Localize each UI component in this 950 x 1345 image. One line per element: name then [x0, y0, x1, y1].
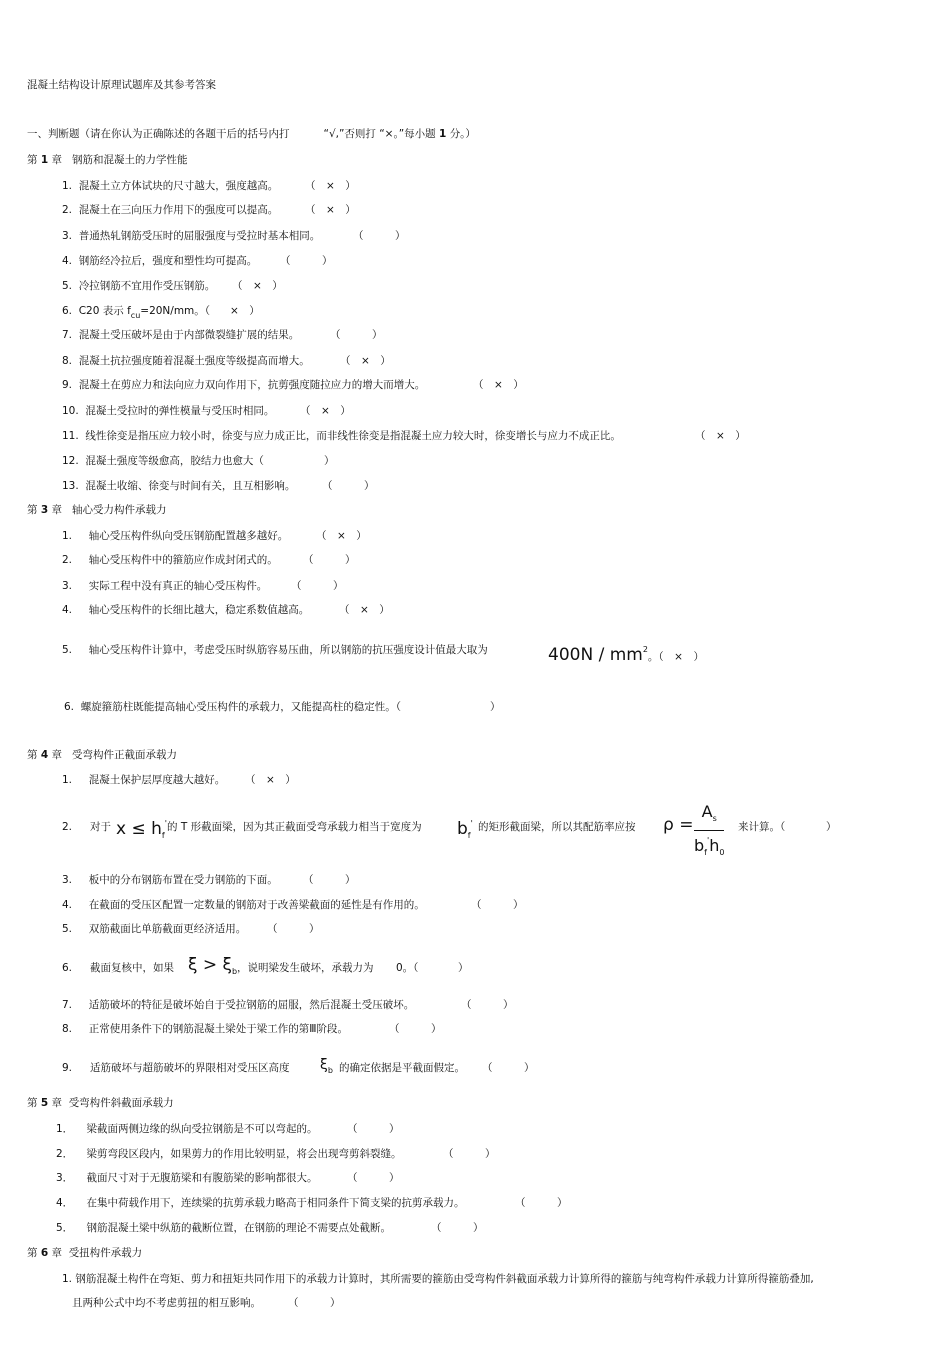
chapter-6-heading	[27, 1246, 142, 1260]
item-answer: （ ）	[515, 1197, 568, 1209]
document-title: 混凝土结构设计原理试题库及其参考答案	[27, 79, 216, 91]
item-number: 10.	[62, 405, 79, 417]
item-text: 混凝土强度等级愈高，胶结力也愈大（	[85, 455, 264, 467]
list-item	[62, 773, 225, 787]
item-text: 梁截面两侧边缘的纵向受拉钢筋是不可以弯起的。	[86, 1123, 318, 1135]
list-item	[62, 354, 310, 368]
item-text: 轴心受压构件计算中，考虑受压时纵筋容易压曲，所以钢筋的抗压强度设计值最大取为	[88, 644, 488, 656]
item-number: 1．	[56, 1123, 74, 1135]
list-item	[64, 700, 401, 714]
chapter-pre: 第	[27, 504, 38, 516]
list-item	[62, 429, 621, 443]
formula-text: b	[694, 836, 705, 855]
item-answer: ）	[826, 821, 837, 833]
list-item	[62, 279, 215, 293]
formula-superscript: '	[470, 819, 473, 828]
chapter-name: 轴心受力构件承载力	[72, 504, 167, 516]
item-number: 5.	[62, 280, 73, 292]
item-answer: （ × ）	[300, 405, 351, 417]
list-item	[62, 328, 299, 342]
item-number: 7.	[62, 999, 73, 1011]
item-text: 轴心受压构件中的箍筋应作成封闭式的。	[88, 554, 278, 566]
chapter-post: 章	[51, 1097, 62, 1109]
item-text: 混凝土收缩、徐变与时间有关，且互相影响。	[85, 480, 296, 492]
chapter-name: 钢筋和混凝土的力学性能	[72, 154, 188, 166]
chapter-3-heading	[27, 503, 167, 517]
item-answer: （ ）	[303, 874, 356, 886]
item-answer: （ × ）	[339, 604, 390, 616]
item-answer: （ ）	[291, 580, 344, 592]
item-text-continued: 且两种公式中均不考虑剪扭的相互影响。	[72, 1297, 261, 1309]
item-number: 5.	[62, 644, 73, 656]
item-text: 双筋截面比单筋截面更经济适用。	[88, 923, 247, 935]
section-intro-a: 一、判断题（请在你认为正确陈述的各题干后的括号内打	[27, 128, 290, 140]
item-text: 混凝土受拉时的弹性模量与受压时相同。	[85, 405, 275, 417]
item-text: 对于	[90, 821, 111, 833]
item-number: 2.	[62, 554, 73, 566]
chapter-pre: 第	[27, 749, 38, 761]
item-number: 4.	[62, 604, 73, 616]
flange-width-formula	[457, 814, 473, 846]
item-number: 1.	[62, 530, 73, 542]
item-answer: （ ）	[267, 923, 320, 935]
item-number: 3.	[62, 230, 73, 242]
item-text: 混凝土保护层厚度越大越好。	[88, 774, 226, 786]
list-item	[62, 179, 278, 193]
section-intro-b: “√,”否则打 “×。”每小题	[323, 128, 436, 140]
item-text: =20N/mm。（	[140, 305, 211, 317]
list-item	[56, 1122, 318, 1136]
section-intro-c: 1	[439, 128, 447, 140]
item-number: 1.	[62, 1273, 73, 1285]
xi-b-formula	[320, 1055, 333, 1081]
item-number: 3．	[56, 1172, 74, 1184]
item-answer: （ × ）	[245, 774, 296, 786]
chapter-num: 6	[40, 1247, 49, 1259]
formula-subscript: 0	[719, 848, 725, 857]
item-number: 13.	[62, 480, 79, 492]
list-item	[62, 229, 320, 243]
item-answer: 。（ × ）	[647, 651, 704, 663]
formula-text: x ≤ h	[116, 819, 162, 839]
item-answer: （ ）	[482, 1062, 535, 1074]
item-number: 5．	[56, 1222, 74, 1234]
chapter-post: 章	[51, 1247, 62, 1259]
list-item	[62, 643, 488, 657]
inequality-formula	[116, 814, 167, 846]
item-answer: （ ）	[353, 230, 406, 242]
formula-text: ξ > ξ	[188, 955, 233, 975]
formula-text: h	[709, 836, 720, 855]
item-number: 7.	[62, 329, 73, 341]
item-text: 板中的分布钢筋布置在受力钢筋的下面。	[88, 874, 278, 886]
chapter-name: 受弯构件正截面承载力	[72, 749, 178, 761]
item-text: C20 表示 f	[78, 305, 131, 317]
list-item	[62, 203, 278, 217]
item-answer: （ × ）	[305, 204, 356, 216]
item-text: 钢筋经冷拉后，强度和塑性均可提高。	[78, 255, 258, 267]
chapter-name: 受弯构件斜截面承载力	[68, 1097, 174, 1109]
item-number: 1.	[62, 774, 73, 786]
item-answer: （ ）	[322, 480, 375, 492]
item-text: 梁剪弯段区段内，如果剪力的作用比较明显，将会出现弯剪斜裂缝。	[86, 1148, 402, 1160]
item-text: ，说明梁发生破坏，承载力为	[237, 962, 374, 974]
rho-symbol	[663, 816, 693, 836]
item-text: 在集中荷载作用下，连续梁的抗剪承载力略高于相同条件下简支梁的抗剪承载力。	[86, 1197, 465, 1209]
item-answer: × ）	[230, 305, 260, 317]
item-text: 钢筋混凝土梁中纵筋的截断位置，在钢筋的理论不需要点处截断。	[86, 1222, 392, 1234]
formula-subscript: b	[327, 1066, 333, 1075]
list-item	[62, 998, 414, 1012]
item-text: 螺旋箍筋柱既能提高轴心受压构件的承载力，又能提高柱的稳定性。（	[80, 701, 401, 713]
item-answer: ）	[458, 962, 469, 974]
item-text: 混凝土在剪应力和法向应力双向作用下，抗剪强度随拉应力的增大而增大。	[78, 379, 426, 391]
item-number: 9.	[62, 379, 73, 391]
section-intro-d: 分。）	[449, 128, 476, 140]
formula-superscript: '	[706, 836, 710, 845]
item-text: 适筋破坏与超筋破坏的界限相对受压区高度	[90, 1062, 290, 1074]
item-answer: （ ）	[461, 999, 514, 1011]
item-number: 6.	[64, 701, 75, 713]
formula-subscript: f	[467, 831, 471, 840]
list-item	[62, 254, 257, 268]
item-number: 8.	[62, 1023, 73, 1035]
item-text: 冷拉钢筋不宜用作受压钢筋。	[78, 280, 216, 292]
fraction-denominator	[694, 831, 724, 862]
item-number: 9.	[62, 1062, 73, 1074]
fraction	[694, 803, 724, 862]
item-answer: （ ）	[471, 899, 524, 911]
item-answer: （ ）	[389, 1023, 442, 1035]
list-item	[62, 404, 274, 418]
chapter-num: 1	[40, 154, 49, 166]
list-item	[62, 922, 246, 936]
item-text: 线性徐变是指压应力较小时，徐变与应力成正比，而非线性徐变是指混凝土应力较大时，徐变增长与应力不成正比。	[85, 430, 621, 442]
item-answer: ）	[490, 701, 501, 713]
list-item	[62, 898, 425, 912]
item-number: 2．	[56, 1148, 74, 1160]
item-answer: （ ）	[443, 1148, 496, 1160]
item-text: 轴心受压构件纵向受压钢筋配置越多越好。	[88, 530, 289, 542]
list-item	[62, 1272, 814, 1286]
chapter-post: 章	[51, 749, 62, 761]
chapter-name: 受扭构件承载力	[68, 1247, 143, 1259]
item-answer: （ × ）	[340, 355, 391, 367]
fraction-numerator	[694, 803, 724, 831]
formula-superscript: '	[164, 819, 167, 828]
item-text: 截面复核中，如果	[90, 962, 174, 974]
item-answer: （ × ）	[695, 430, 746, 442]
item-subscript: cu	[130, 311, 141, 320]
item-text: 混凝土抗拉强度随着混凝土强度等级提高而增大。	[78, 355, 310, 367]
item-number: 1.	[62, 180, 73, 192]
item-number: 3.	[62, 874, 73, 886]
item-text: 在截面的受压区配置一定数量的钢筋对于改善梁截面的延性是有作用的。	[88, 899, 425, 911]
item-answer: （ ）	[330, 329, 383, 341]
item-text: 实际工程中没有真正的轴心受压构件。	[88, 580, 268, 592]
item-answer: （ × ）	[316, 530, 367, 542]
list-item	[56, 1221, 391, 1235]
chapter-5-heading	[27, 1096, 174, 1110]
formula-text: ρ =	[663, 815, 694, 835]
item-number: 8.	[62, 355, 73, 367]
list-item	[62, 1022, 348, 1036]
item-answer: （ ）	[347, 1123, 400, 1135]
item-number: 5.	[62, 923, 73, 935]
item-number: 6.	[62, 962, 73, 974]
item-text: 混凝土受压破坏是由于内部微裂缝扩展的结果。	[78, 329, 300, 341]
item-text: 适筋破坏的特征是破坏始自于受拉钢筋的屈服，然后混凝土受压破坏。	[88, 999, 415, 1011]
chapter-pre: 第	[27, 1247, 38, 1259]
chapter-pre: 第	[27, 1097, 38, 1109]
list-item	[62, 304, 210, 323]
formula-subscript: f	[161, 831, 165, 840]
formula-subscript: f	[704, 848, 707, 857]
formula-subscript: s	[712, 814, 717, 823]
item-text: 混凝土在三向压力作用下的强度可以提高。	[78, 204, 279, 216]
list-item	[56, 1147, 402, 1161]
list-item	[56, 1196, 465, 1210]
item-answer: （ ）	[347, 1172, 400, 1184]
item-text: 钢筋混凝土构件在弯矩、剪力和扭矩共同作用下的承载力计算时，其所需要的箍筋由受弯构件斜截面承载力计算所得的箍筋与纯弯构件承载力计算所得箍筋叠加,	[75, 1273, 814, 1285]
item-text: 正常使用条件下的钢筋混凝土梁处于梁工作的第Ⅲ阶段。	[88, 1023, 348, 1035]
item-answer: （ ）	[303, 554, 356, 566]
chapter-pre: 第	[27, 154, 38, 166]
item-number: 3.	[62, 580, 73, 592]
formula-text: ξ	[320, 1057, 328, 1073]
item-text: 0。（	[396, 962, 419, 974]
item-text: 的矩形截面梁，所以其配筋率应按	[478, 821, 636, 833]
list-item	[62, 553, 278, 567]
item-number: 2.	[62, 204, 73, 216]
item-number: 2.	[62, 821, 73, 833]
ratio-formula	[694, 803, 724, 862]
list-item	[62, 603, 309, 617]
item-text: 普通热轧钢筋受压时的屈服强度与受拉时基本相同。	[78, 230, 321, 242]
item-text: 截面尺寸对于无腹筋梁和有腹筋梁的影响都很大。	[86, 1172, 318, 1184]
item-number: 11.	[62, 430, 79, 442]
xi-formula	[188, 955, 237, 982]
formula-text: 400N / mm	[548, 645, 643, 665]
item-number: 4.	[62, 255, 73, 267]
item-answer: （ × ）	[232, 280, 283, 292]
chapter-num: 3	[40, 504, 49, 516]
chapter-post: 章	[51, 154, 62, 166]
chapter-post: 章	[51, 504, 62, 516]
formula-text: A	[701, 802, 713, 821]
item-number: 6.	[62, 305, 73, 317]
item-text: 轴心受压构件的长细比越大，稳定系数值越高。	[88, 604, 310, 616]
item-text: 的确定依据是平截面假定。	[339, 1062, 465, 1074]
list-item	[62, 579, 267, 593]
item-number: 4．	[56, 1197, 74, 1209]
chapter-num: 5	[40, 1097, 49, 1109]
item-answer: （ × ）	[305, 180, 356, 192]
item-text: 混凝土立方体试块的尺寸越大，强度越高。	[78, 180, 279, 192]
item-answer: （ ）	[288, 1297, 341, 1309]
chapter-4-heading	[27, 748, 177, 762]
item-answer: ）	[324, 455, 335, 467]
formula-text: b	[457, 819, 468, 839]
item-answer: （ ）	[431, 1222, 484, 1234]
list-item	[62, 529, 288, 543]
item-number: 4.	[62, 899, 73, 911]
item-answer: （ ）	[280, 255, 333, 267]
list-item	[62, 873, 278, 887]
section-intro	[27, 127, 476, 141]
item-text: 的 T 形截面梁，因为其正截面受弯承载力相当于宽度为	[167, 821, 422, 833]
list-item	[62, 479, 295, 493]
item-text: 来计算。（	[738, 821, 786, 833]
chapter-num: 4	[40, 749, 49, 761]
list-item	[62, 454, 264, 468]
formula-subscript: b	[232, 967, 238, 976]
list-item	[62, 378, 425, 392]
list-item	[56, 1171, 318, 1185]
stress-formula	[548, 641, 704, 666]
item-answer: （ × ）	[473, 379, 524, 391]
chapter-1-heading	[27, 153, 188, 167]
item-number: 12.	[62, 455, 79, 467]
formula-superscript: 2	[642, 645, 648, 654]
